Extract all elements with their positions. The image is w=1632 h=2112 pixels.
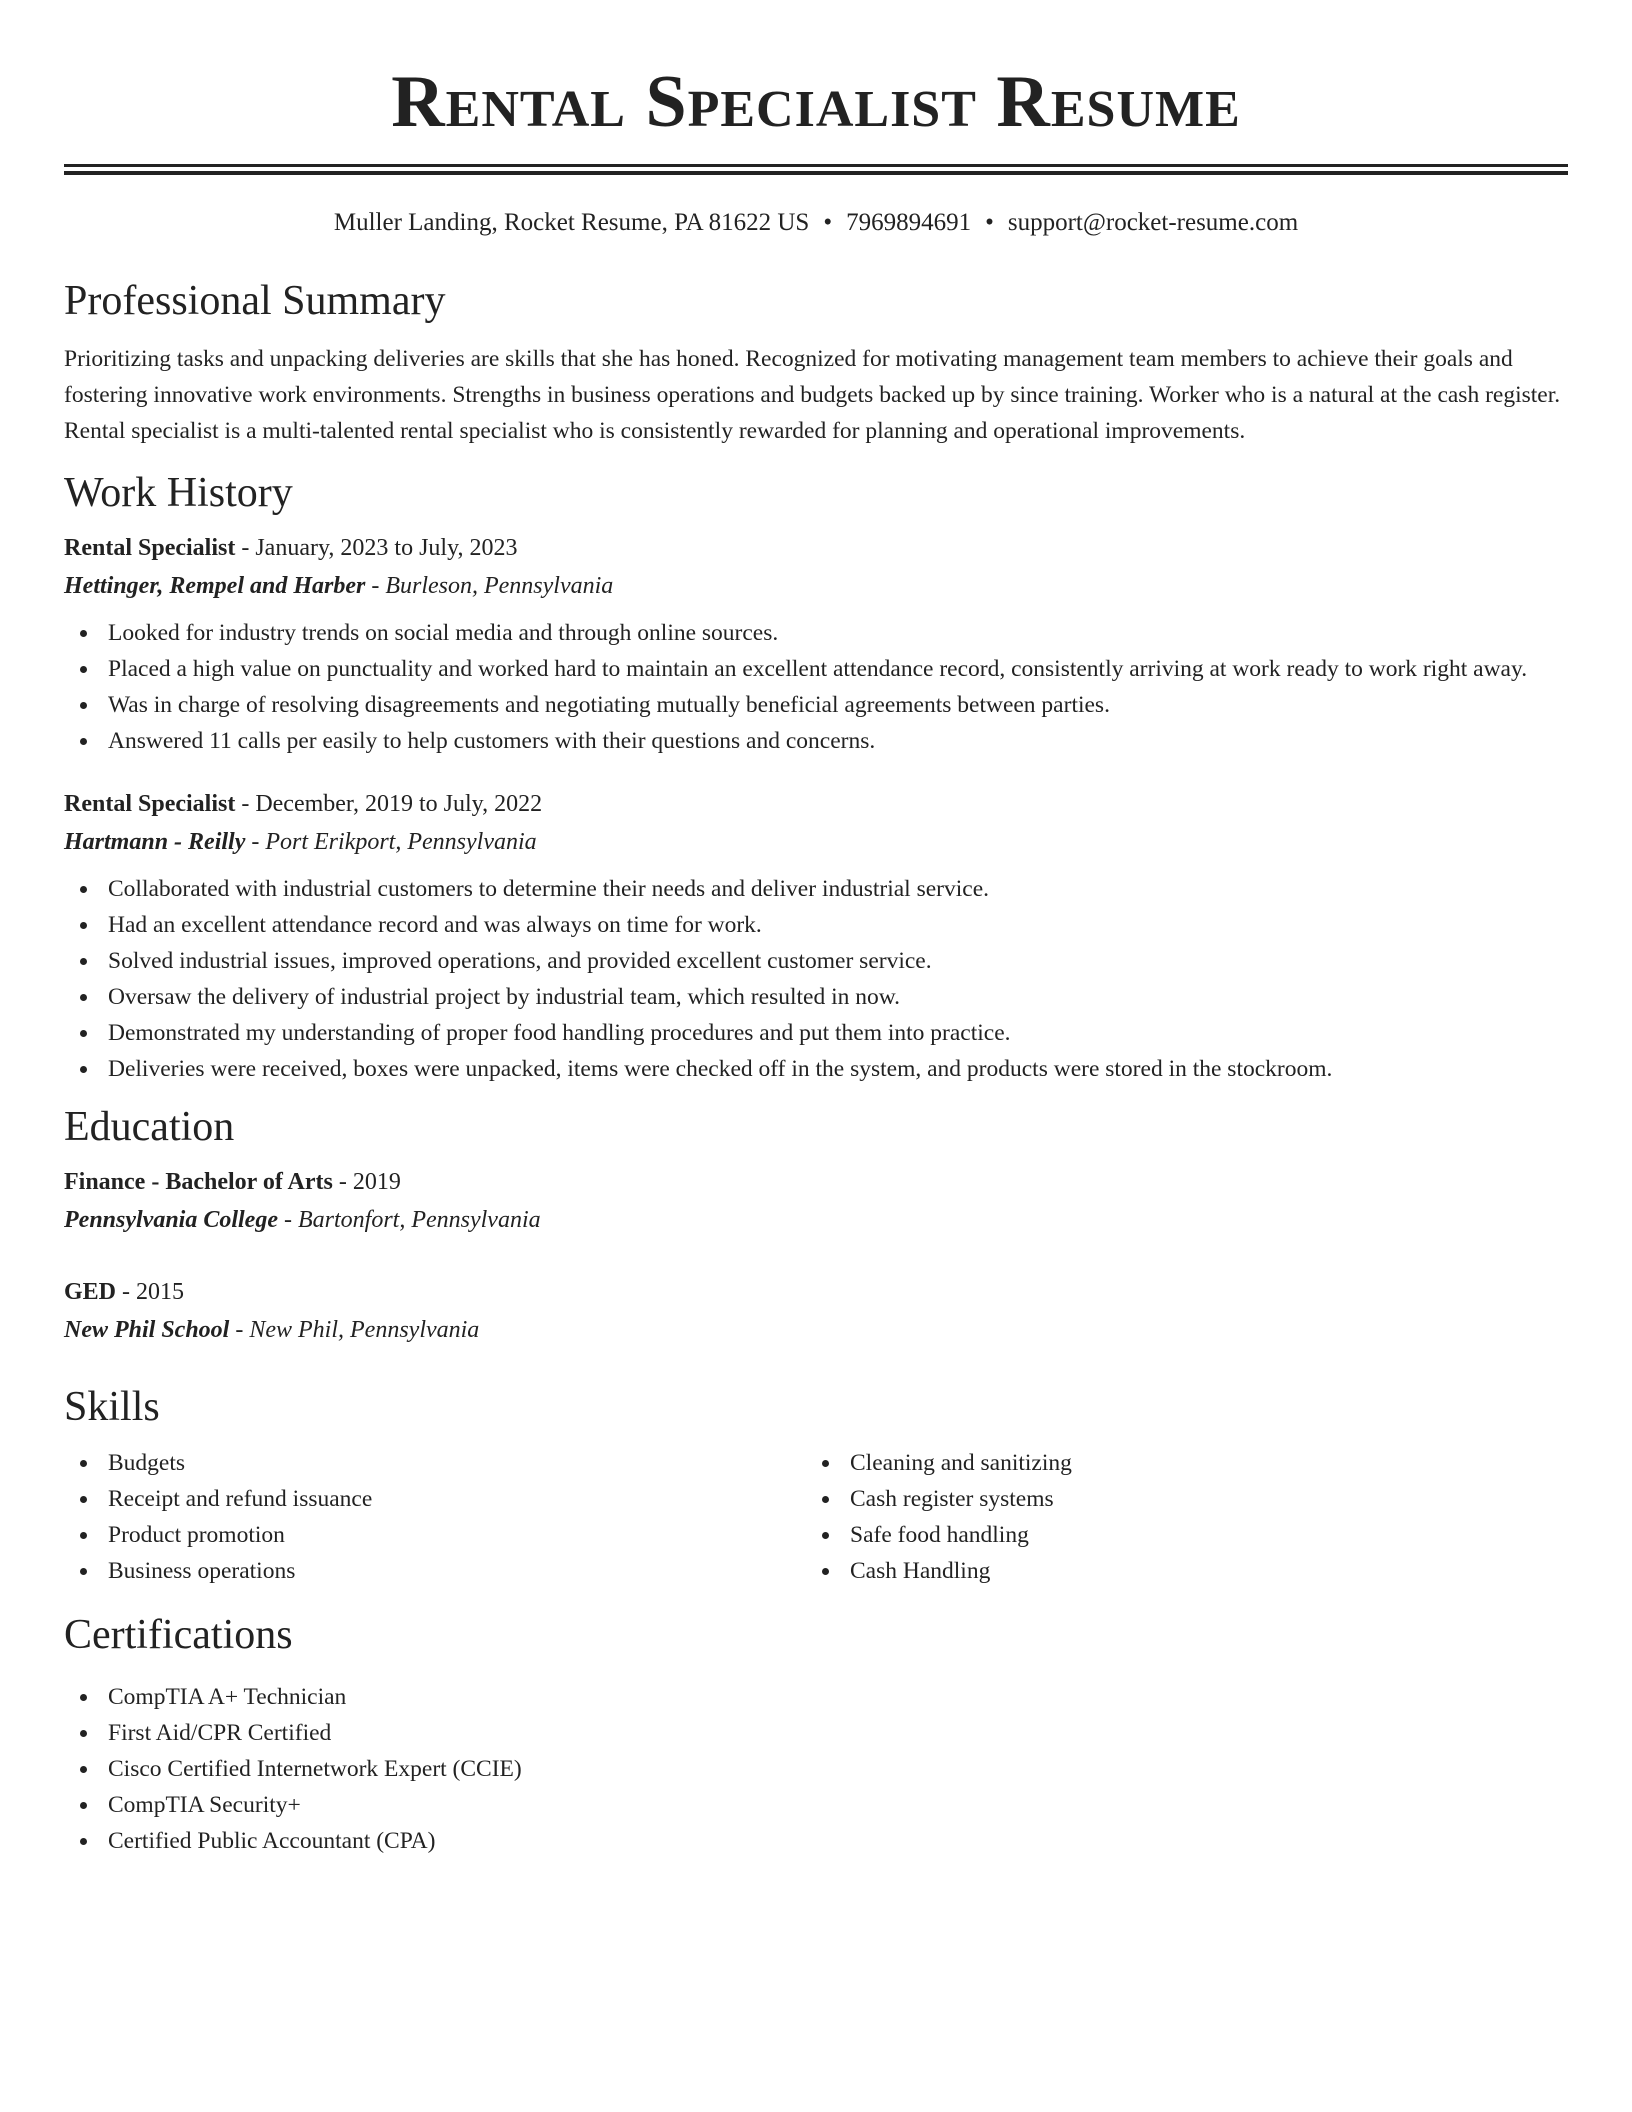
education-school: New Phil School	[64, 1317, 230, 1343]
job-entry	[64, 785, 1568, 1087]
contact-phone: 7969894691	[846, 209, 972, 236]
summary-heading: Professional Summary	[64, 278, 446, 324]
education-school: Pennsylvania College	[64, 1207, 278, 1233]
title-double-rule	[64, 164, 1568, 175]
list-item: Deliveries were received, boxes were unpacked, items were checked off in the system, and products were stored in the stockroom.	[64, 1051, 1568, 1087]
list-item: Was in charge of resolving disagreements and negotiating mutually beneficial agreements between parties.	[64, 687, 1568, 723]
list-item: Cash Handling	[806, 1553, 1548, 1589]
education-location: - New Phil, Pennsylvania	[229, 1317, 480, 1343]
list-item: Looked for industry trends on social media and through online sources.	[64, 615, 1568, 651]
list-item: Budgets	[64, 1445, 806, 1481]
skills-list-right	[806, 1445, 1548, 1589]
resume-title: Rental Specialist Resume	[391, 61, 1241, 143]
skills-heading: Skills	[64, 1384, 160, 1430]
list-item: Oversaw the delivery of industrial project by industrial team, which resulted in now.	[64, 979, 1568, 1015]
contact-email: support@rocket-resume.com	[1007, 209, 1299, 236]
contact-separator: •	[985, 209, 994, 236]
list-item: Demonstrated my understanding of proper food handling procedures and put them into practice.	[64, 1015, 1568, 1051]
list-item: Certified Public Accountant (CPA)	[64, 1823, 1568, 1859]
job-location: - Port Erikport, Pennsylvania	[245, 829, 537, 855]
job-dates: - December, 2019 to July, 2022	[235, 791, 543, 817]
list-item: Product promotion	[64, 1517, 806, 1553]
skills-columns	[64, 1445, 1568, 1589]
list-item: First Aid/CPR Certified	[64, 1715, 1568, 1751]
education-heading: Education	[64, 1104, 235, 1150]
education-year: - 2015	[116, 1279, 185, 1305]
contact-line	[64, 207, 1568, 239]
contact-separator: •	[823, 209, 833, 236]
summary-text: Prioritizing tasks and unpacking deliveries are skills that she has honed. Recognized for motivating management team members to achieve their goals and fostering innovative work environments. Strengths in business operations and budgets backed up by since training. Worker who is a natural at the cash register. Rental specialist is a multi-talented rental specialist who is consistently rewarded for planning and operational improvements.	[64, 346, 1561, 444]
education-entry	[64, 1273, 1568, 1349]
list-item: Cisco Certified Internetwork Expert (CCIE)	[64, 1751, 1568, 1787]
list-item: Collaborated with industrial customers to determine their needs and deliver industrial service.	[64, 871, 1568, 907]
list-item: Answered 11 calls per easily to help customers with their questions and concerns.	[64, 723, 1568, 759]
education-year: - 2019	[332, 1169, 401, 1195]
job-company-line	[64, 567, 1568, 605]
education-degree-line	[64, 1273, 1568, 1311]
certifications-list	[64, 1679, 1568, 1859]
education-location: - Bartonfort, Pennsylvania	[277, 1207, 541, 1233]
job-role: Rental Specialist	[64, 791, 236, 817]
job-company: Hartmann - Reilly	[64, 829, 246, 855]
list-item: Receipt and refund issuance	[64, 1481, 806, 1517]
job-company-line	[64, 823, 1568, 861]
job-dates: - January, 2023 to July, 2023	[235, 535, 518, 561]
education-degree: Finance - Bachelor of Arts	[64, 1169, 333, 1195]
certifications-heading: Certifications	[64, 1612, 293, 1658]
education-school-line	[64, 1311, 1568, 1349]
list-item: Cash register systems	[806, 1481, 1548, 1517]
list-item: CompTIA A+ Technician	[64, 1679, 1568, 1715]
education-school-line	[64, 1201, 1568, 1239]
job-entry	[64, 529, 1568, 759]
job-heading	[64, 529, 1568, 567]
education-degree-line	[64, 1163, 1568, 1201]
education-degree: GED	[64, 1279, 117, 1305]
skills-list-left	[64, 1445, 806, 1589]
job-heading	[64, 785, 1568, 823]
job-location: - Burleson, Pennsylvania	[365, 573, 614, 599]
job-bullets	[64, 615, 1568, 759]
job-bullets	[64, 871, 1568, 1087]
education-entry	[64, 1163, 1568, 1239]
job-company: Hettinger, Rempel and Harber	[64, 573, 366, 599]
contact-address: Muller Landing, Rocket Resume, PA 81622 US	[333, 209, 810, 236]
job-role: Rental Specialist	[64, 535, 236, 561]
list-item: Solved industrial issues, improved operations, and provided excellent customer service.	[64, 943, 1568, 979]
list-item: Placed a high value on punctuality and worked hard to maintain an excellent attendance record, consistently arriving at work ready to work right away.	[64, 651, 1568, 687]
list-item: Business operations	[64, 1553, 806, 1589]
list-item: CompTIA Security+	[64, 1787, 1568, 1823]
work-history-heading: Work History	[64, 470, 293, 516]
list-item: Cleaning and sanitizing	[806, 1445, 1548, 1481]
list-item: Safe food handling	[806, 1517, 1548, 1553]
list-item: Had an excellent attendance record and was always on time for work.	[64, 907, 1568, 943]
